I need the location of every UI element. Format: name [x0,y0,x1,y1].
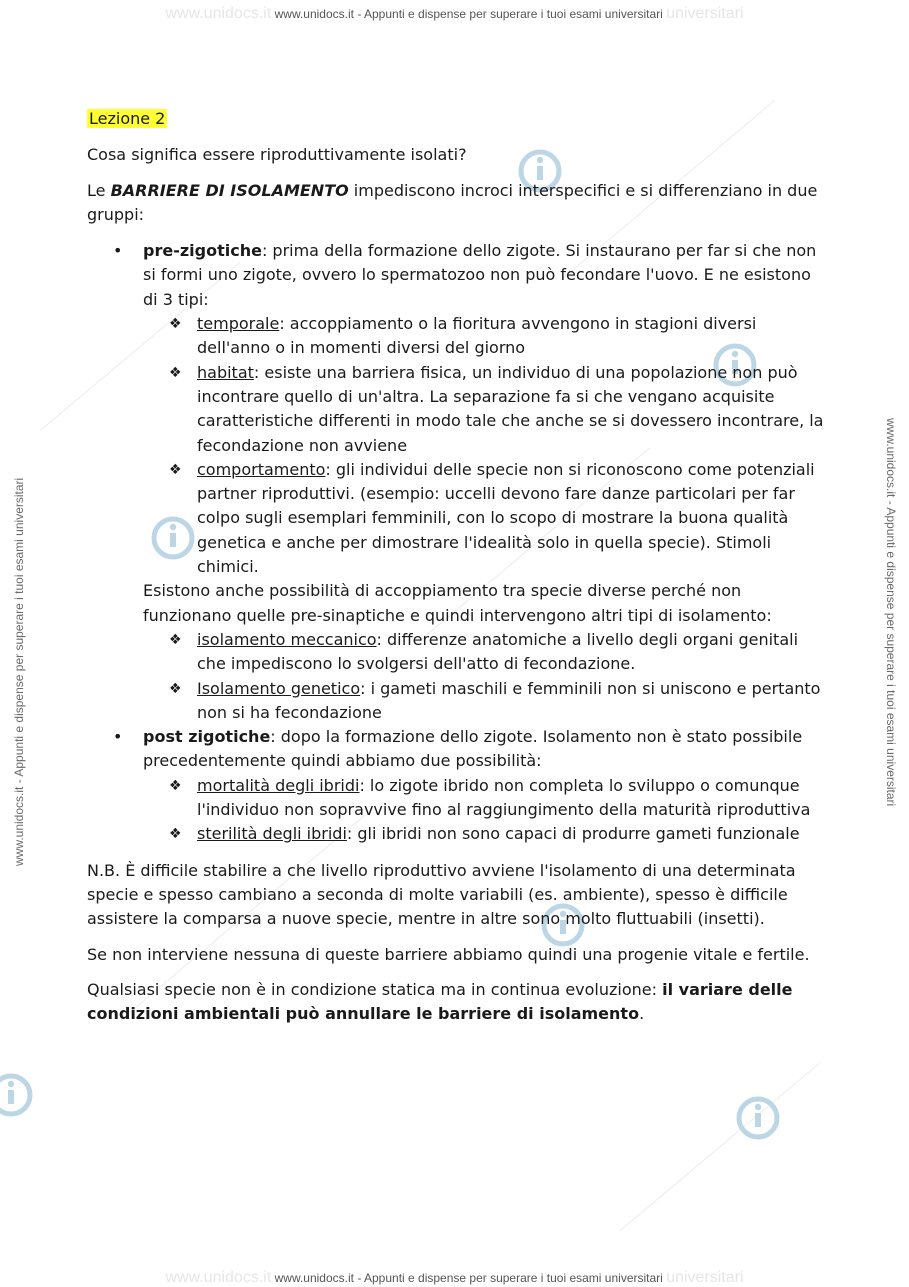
postzygotic-types-list [143,774,827,847]
star-bullet-icon: ❖ [169,461,182,478]
document-body [87,107,827,1037]
item-term: isolamento meccanico [197,629,377,649]
item-term: comportamento [197,459,326,479]
watermark-ghost: www.unidocs.it [165,5,272,22]
group-term: pre-zigotiche [143,241,262,261]
watermark-text: www.unidocs.it - Appunti e dispense per superare i tuoi esami universitari [274,7,663,21]
item-term: sterilità degli ibridi [197,824,347,844]
bullet-icon: • [113,241,123,261]
nb-paragraph: N.B. È difficile stabilire a che livello riproduttivo avviene l'isolamento di una determinata specie e spesso cambiano a seconda di molte variabili (es. ambiente), spesso è difficile assistere la comparsa a nuove specie, mentre in altre sono molto fluttuabili (insetti). [87,860,796,929]
list-item: ❖ comportamento: gli individui delle specie non si riconoscono come potenziali partner riproduttivi. (esempio: uccelli devono fare danze particolari per far colpo sugli esemplari femminili, con lo scopo di mostrare la buona qualità genetica e anche per dimostrare l'idealità solo in quella specie). Stimoli chimici. [169,459,815,577]
watermark-ghost: universitari [666,5,744,22]
item-term: habitat [197,362,254,382]
other-isolation-list [143,628,827,725]
bullet-icon: • [113,727,123,747]
list-item-postzygotic: • post zigotiche: dopo la formazione dello zigote. Isolamento non è stato possibile precedentemente quindi abbiamo due possibilità: ❖ mortalità degli ibridi: lo zigote ibrido non completa lo sviluppo o comunque l'individuo non sopravvive fino al raggiungimento della maturità riproduttiva ❖ sterilità degli ibridi: gli ibridi non sono capaci di produrre gameti funzionale [143,725,827,846]
star-bullet-icon: ❖ [169,680,182,697]
unidocs-logo-icon [735,1095,781,1141]
list-item: ❖ temporale: accoppiamento o la fioritura avvengono in stagioni diversi dell'anno o in momenti diversi del giorno [169,314,757,358]
unidocs-logo-icon [0,1072,34,1118]
conclusion-paragraph: Qualsiasi specie non è in condizione statica ma in continua evoluzione: il variare delle condizioni ambientali può annullare le barriere di isolamento. [87,979,793,1024]
middle-paragraph: Esistono anche possibilità di accoppiamento tra specie diverse perché non funzionano quelle pre-sinaptiche e quindi intervengono altri tipi di isolamento: [143,581,772,625]
footer-watermark [0,1269,909,1287]
watermark-line [620,1063,820,1231]
watermark-ghost: universitari [666,1269,744,1286]
side-watermark-right: www.unidocs.it - Appunti e dispense per superare i tuoi esami universitari [884,418,898,807]
item-term: Isolamento genetico [197,678,361,698]
list-item: ❖ sterilità degli ibridi: gli ibridi non sono capaci di produrre gameti funzionale [197,822,827,846]
conclusion-emphasis: il variare delle condizioni ambientali può annullare le barriere di isolamento [87,979,793,1024]
list-item: ❖ Isolamento genetico: i gameti maschili e femminili non si uniscono e pertanto non si ha fecondazione [169,678,821,722]
header-watermark [0,5,909,23]
prezygotic-types-list [143,312,827,579]
item-term: temporale [197,314,280,334]
star-bullet-icon: ❖ [169,316,182,333]
barriers-term: BARRIERE DI ISOLAMENTO [110,180,349,200]
star-bullet-icon: ❖ [169,777,182,794]
list-item-prezygotic: • pre-zigotiche: prima della formazione dello zigote. Si instaurano per far si che non si formi uno zigote, ovvero lo spermatozoo non può fecondare l'uovo. E ne esistono di 3 tipi: ❖ temporale: accoppiamento o la fioritura avvengono in stagioni diversi dell'anno o in momenti diversi del giorno ❖ habitat: esiste una barriera fisica, un individuo di una popolazione non può incontrare quello di un'altra. La separazione fa si che vengano acquisite caratteristiche differenti in modo tale che anche se si dovessero incontrare, la fecondazione non avviene ❖ comportamento: gli individui delle specie non si riconoscono come potenziali partner riproduttivi. (esempio: uccelli devono fare danze particolari per far colpo sugli esemplari femminili, con lo scopo di mostrare la buona qualità genetica e anche per dimostrare l'idealità solo in quella specie). Stimoli chimici. Esistono anche possibilità di accoppiamento tra specie diverse perché non funzionano quelle pre-sinaptiche e quindi intervengono altri tipi di isolamento: ❖ isolamento meccanico: differenze anatomiche a livello degli organi genitali che impediscono lo svolgersi dell'atto di fecondazione. ❖ Isolamento genetico: i gameti maschili e femminili non si uniscono e pertanto non si ha fecondazione [143,239,827,725]
side-watermark-left: www.unidocs.it - Appunti e dispense per superare i tuoi esami universitari [12,477,26,866]
watermark-text: www.unidocs.it - Appunti e dispense per superare i tuoi esami universitari [274,1271,663,1285]
question-paragraph: Cosa significa essere riproduttivamente isolati? [87,145,467,165]
intro-paragraph: Le BARRIERE DI ISOLAMENTO impediscono incroci interspecifici e si differenziano in due gruppi: [87,180,818,224]
progeny-paragraph: Se non interviene nessuna di queste barriere abbiamo quindi una progenie vitale e fertile. [87,944,810,964]
item-term: mortalità degli ibridi [197,775,360,795]
group-term: post zigotiche [143,727,271,747]
list-item: ❖ mortalità degli ibridi: lo zigote ibrido non completa lo sviluppo o comunque l'individuo non sopravvive fino al raggiungimento della maturità riproduttiva [169,775,811,820]
list-item: ❖ habitat: esiste una barriera fisica, un individuo di una popolazione non può incontrare quello di un'altra. La separazione fa si che vengano acquisite caratteristiche differenti in modo tale che anche se si dovessero incontrare, la fecondazione non avviene [169,362,824,455]
star-bullet-icon: ❖ [169,364,182,381]
star-bullet-icon: ❖ [169,631,182,648]
star-bullet-icon: ❖ [169,826,182,843]
watermark-ghost: www.unidocs.it [165,1269,272,1286]
lesson-title: Lezione 2 [89,109,166,128]
barrier-groups-list [87,239,827,846]
list-item: ❖ isolamento meccanico: differenze anatomiche a livello degli organi genitali che impediscono lo svolgersi dell'atto di fecondazione. [169,629,799,674]
